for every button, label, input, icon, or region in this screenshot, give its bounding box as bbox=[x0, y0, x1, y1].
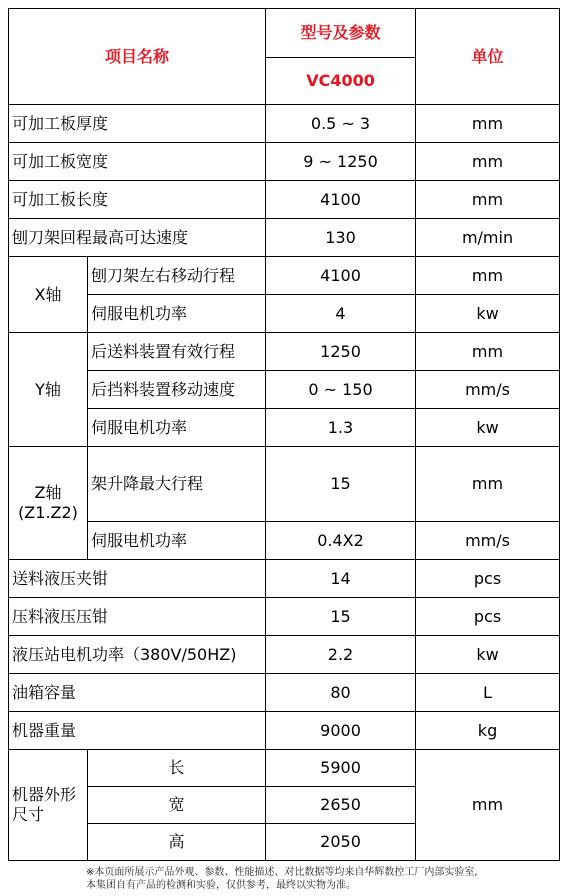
row-item: 压料液压压钳 bbox=[9, 598, 266, 636]
row-unit: mm bbox=[416, 143, 560, 181]
row-value: 9 ~ 1250 bbox=[266, 143, 416, 181]
table-row bbox=[9, 447, 560, 522]
row-value: 2650 bbox=[266, 787, 416, 824]
row-unit: L bbox=[416, 674, 560, 712]
dimensions-label-line1: 机器外形 bbox=[12, 785, 77, 804]
z-axis-label-line1: Z轴 bbox=[34, 483, 62, 502]
footnote-line1: ※本页面所展示产品外观、参数、性能描述、对比数据等均来自华辉数控工厂内部实验室, bbox=[86, 867, 478, 878]
row-value: 0 ~ 150 bbox=[266, 371, 416, 409]
row-unit: mm bbox=[416, 447, 560, 522]
row-value: 1.3 bbox=[266, 409, 416, 447]
header-item-name: 项目名称 bbox=[9, 9, 266, 105]
row-value: 1250 bbox=[266, 333, 416, 371]
row-value: 9000 bbox=[266, 712, 416, 750]
row-item: 长 bbox=[88, 750, 266, 787]
row-item: 液压站电机功率（380V/50HZ) bbox=[9, 636, 266, 674]
row-item: 架升降最大行程 bbox=[88, 447, 266, 522]
table-row bbox=[9, 636, 560, 674]
row-value: 0.4X2 bbox=[266, 522, 416, 560]
table-row bbox=[9, 333, 560, 371]
row-item: 后送料装置有效行程 bbox=[88, 333, 266, 371]
row-item: 刨刀架回程最高可达速度 bbox=[9, 219, 266, 257]
row-value: 2050 bbox=[266, 824, 416, 861]
z-axis-label-line2: (Z1.Z2) bbox=[18, 503, 78, 522]
header-model-params: 型号及参数 bbox=[266, 9, 416, 58]
row-item: 可加工板宽度 bbox=[9, 143, 266, 181]
row-unit: kw bbox=[416, 295, 560, 333]
row-value: 130 bbox=[266, 219, 416, 257]
row-value: 15 bbox=[266, 447, 416, 522]
row-unit: mm bbox=[416, 257, 560, 295]
row-unit: mm bbox=[416, 181, 560, 219]
row-item: 送料液压夹钳 bbox=[9, 560, 266, 598]
row-unit: kw bbox=[416, 636, 560, 674]
x-axis-group-label: X轴 bbox=[9, 257, 88, 333]
table-row bbox=[9, 219, 560, 257]
dimensions-group-label bbox=[9, 750, 88, 861]
table-row bbox=[9, 522, 560, 560]
table-row bbox=[9, 674, 560, 712]
table-row bbox=[9, 598, 560, 636]
row-item: 伺服电机功率 bbox=[88, 522, 266, 560]
row-item: 刨刀架左右移动行程 bbox=[88, 257, 266, 295]
row-value: 2.2 bbox=[266, 636, 416, 674]
table-row bbox=[9, 409, 560, 447]
row-value: 4 bbox=[266, 295, 416, 333]
row-item: 油箱容量 bbox=[9, 674, 266, 712]
footnote-line2: 本集团自有产品的检测和实验，仅供参考，最终以实物为准。 bbox=[86, 880, 356, 891]
row-value: 80 bbox=[266, 674, 416, 712]
dimensions-label-line2: 尺寸 bbox=[12, 805, 45, 824]
row-unit: mm bbox=[416, 105, 560, 143]
row-unit: pcs bbox=[416, 598, 560, 636]
row-value: 4100 bbox=[266, 257, 416, 295]
row-unit: mm bbox=[416, 333, 560, 371]
row-item: 伺服电机功率 bbox=[88, 295, 266, 333]
header-model: VC4000 bbox=[266, 58, 416, 105]
row-value: 14 bbox=[266, 560, 416, 598]
table-row bbox=[9, 105, 560, 143]
y-axis-group-label: Y轴 bbox=[9, 333, 88, 447]
spec-table bbox=[8, 8, 560, 861]
header-unit: 单位 bbox=[416, 9, 560, 105]
row-value: 5900 bbox=[266, 750, 416, 787]
table-row bbox=[9, 143, 560, 181]
row-unit: mm/s bbox=[416, 371, 560, 409]
footnote bbox=[86, 866, 566, 896]
row-value: 4100 bbox=[266, 181, 416, 219]
row-item: 宽 bbox=[88, 787, 266, 824]
table-row bbox=[9, 712, 560, 750]
row-item: 伺服电机功率 bbox=[88, 409, 266, 447]
row-unit: kw bbox=[416, 409, 560, 447]
row-unit: pcs bbox=[416, 560, 560, 598]
row-unit: m/min bbox=[416, 219, 560, 257]
table-row bbox=[9, 257, 560, 295]
table-row bbox=[9, 295, 560, 333]
row-unit: mm/s bbox=[416, 522, 560, 560]
row-item: 可加工板长度 bbox=[9, 181, 266, 219]
table-row bbox=[9, 750, 560, 787]
table-row bbox=[9, 181, 560, 219]
row-value: 0.5 ~ 3 bbox=[266, 105, 416, 143]
row-item: 高 bbox=[88, 824, 266, 861]
row-item: 后挡料装置移动速度 bbox=[88, 371, 266, 409]
dimensions-unit: mm bbox=[416, 750, 560, 861]
row-item: 可加工板厚度 bbox=[9, 105, 266, 143]
row-unit: kg bbox=[416, 712, 560, 750]
row-value: 15 bbox=[266, 598, 416, 636]
table-row bbox=[9, 371, 560, 409]
row-item: 机器重量 bbox=[9, 712, 266, 750]
z-axis-group-label bbox=[9, 447, 88, 560]
table-row bbox=[9, 560, 560, 598]
